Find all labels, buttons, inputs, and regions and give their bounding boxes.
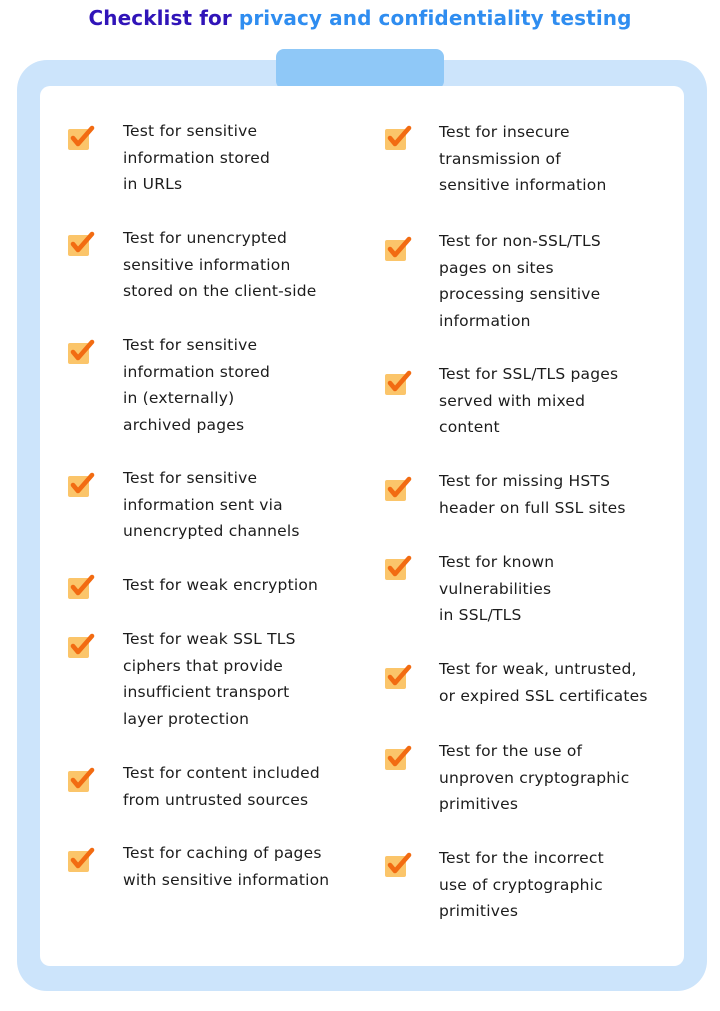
checklist-item-label: Test for the incorrect use of cryptographic primitives: [439, 849, 604, 920]
checkbox-checked-icon: [384, 662, 414, 692]
checkbox-checked-icon: [67, 470, 97, 500]
checkbox-checked-icon: [67, 337, 97, 367]
checkbox-checked-icon: [384, 553, 414, 583]
checklist-item-label: Test for missing HSTS header on full SSL sites: [439, 472, 626, 517]
checkbox-checked-icon: [67, 123, 97, 153]
checkbox-checked-icon: [67, 845, 97, 875]
checklist-item-label: Test for weak encryption: [123, 576, 319, 594]
checkbox-checked-icon: [384, 368, 414, 398]
checklist-item-label: Test for non-SSL/TLS pages on sites processing sensitive information: [439, 232, 601, 330]
checklist-item-label: Test for sensitive information stored in URLs: [123, 122, 271, 193]
checkbox-checked-icon: [384, 234, 414, 264]
checkbox-checked-icon: [67, 765, 97, 795]
checkbox-checked-icon: [67, 229, 97, 259]
checkbox-checked-icon: [384, 474, 414, 504]
checkbox-checked-icon: [67, 631, 97, 661]
checkbox-checked-icon: [384, 123, 414, 153]
page-title: [0, 6, 720, 30]
clipboard-clip: [276, 49, 444, 89]
checklist-item-label: Test for sensitive information sent via unencrypted channels: [123, 469, 300, 540]
title-part-dark: Checklist for: [88, 6, 239, 30]
checkbox-checked-icon: [67, 572, 97, 602]
checklist-item-label: Test for unencrypted sensitive information stored on the client-side: [123, 229, 317, 300]
checklist-item-label: Test for weak, untrusted, or expired SSL certificates: [439, 660, 648, 705]
checkbox-checked-icon: [384, 743, 414, 773]
checklist-item-label: Test for SSL/TLS pages served with mixed content: [439, 365, 619, 436]
checklist-item-label: Test for sensitive information stored in (externally) archived pages: [123, 336, 271, 434]
checkbox-checked-icon: [384, 850, 414, 880]
title-part-light: privacy and confidentiality testing: [238, 6, 632, 30]
checklist-item-label: Test for insecure transmission of sensitive information: [439, 123, 607, 194]
checklist-item-label: Test for caching of pages with sensitive information: [123, 844, 330, 889]
checklist-item-label: Test for the use of unproven cryptographic primitives: [439, 742, 630, 813]
checklist-item-label: Test for weak SSL TLS ciphers that provide insufficient transport layer protection: [123, 630, 296, 728]
checklist-item-label: Test for known vulnerabilities in SSL/TLS: [439, 553, 555, 624]
checklist-item-label: Test for content included from untrusted sources: [123, 764, 320, 809]
